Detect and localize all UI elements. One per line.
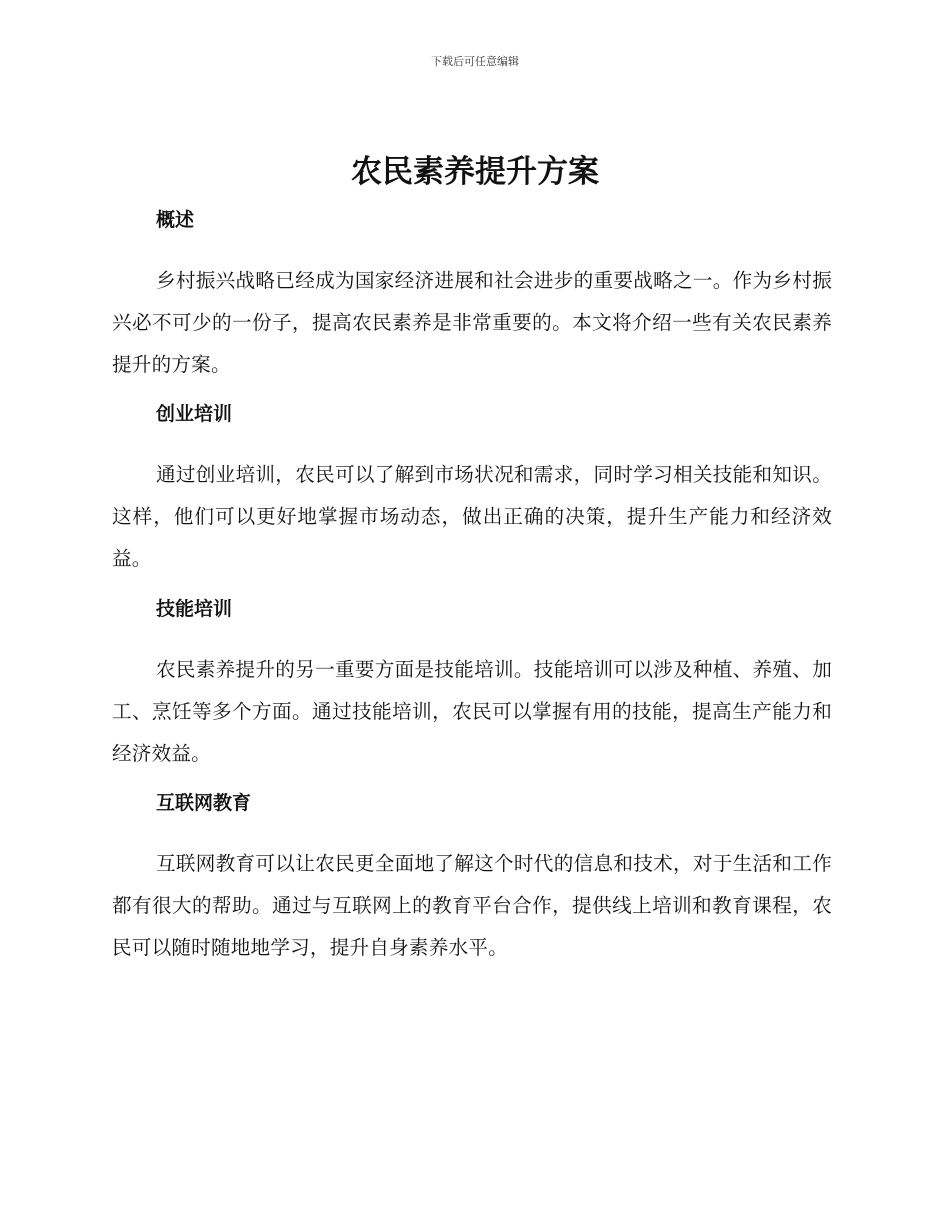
section-skills-training [112, 595, 832, 775]
section-heading: 互联网教育 [156, 792, 252, 814]
section-paragraph: 通过创业培训，农民可以了解到市场状况和需求，同时学习相关技能和知识。这样，他们可以更好地掌握市场动态，做出正确的决策，提升生产能力和经济效益。 [112, 463, 832, 570]
section-internet-education [112, 789, 832, 969]
document-title: 农民素养提升方案 [351, 154, 599, 190]
section-paragraph: 乡村振兴战略已经成为国家经济进展和社会进步的重要战略之一。作为乡村振兴必不可少的一份子，提高农民素养是非常重要的。本文将介绍一些有关农民素养提升的方案。 [112, 269, 832, 376]
section-heading: 创业培训 [156, 403, 233, 425]
page-header-note: 下载后可任意编辑 [431, 55, 519, 68]
section-paragraph: 农民素养提升的另一重要方面是技能培训。技能培训可以涉及种植、养殖、加工、烹饪等多个方面。通过技能培训，农民可以掌握有用的技能，提高生产能力和经济效益。 [112, 658, 832, 765]
section-entrepreneurship-training [112, 400, 832, 580]
section-overview [112, 206, 832, 386]
section-heading: 技能培训 [156, 598, 233, 620]
section-paragraph: 互联网教育可以让农民更全面地了解这个时代的信息和技术，对于生活和工作都有很大的帮助。通过与互联网上的教育平台合作，提供线上培训和教育课程，农民可以随时随地地学习，提升自身素养水平。 [112, 852, 832, 959]
section-heading: 概述 [156, 209, 195, 231]
